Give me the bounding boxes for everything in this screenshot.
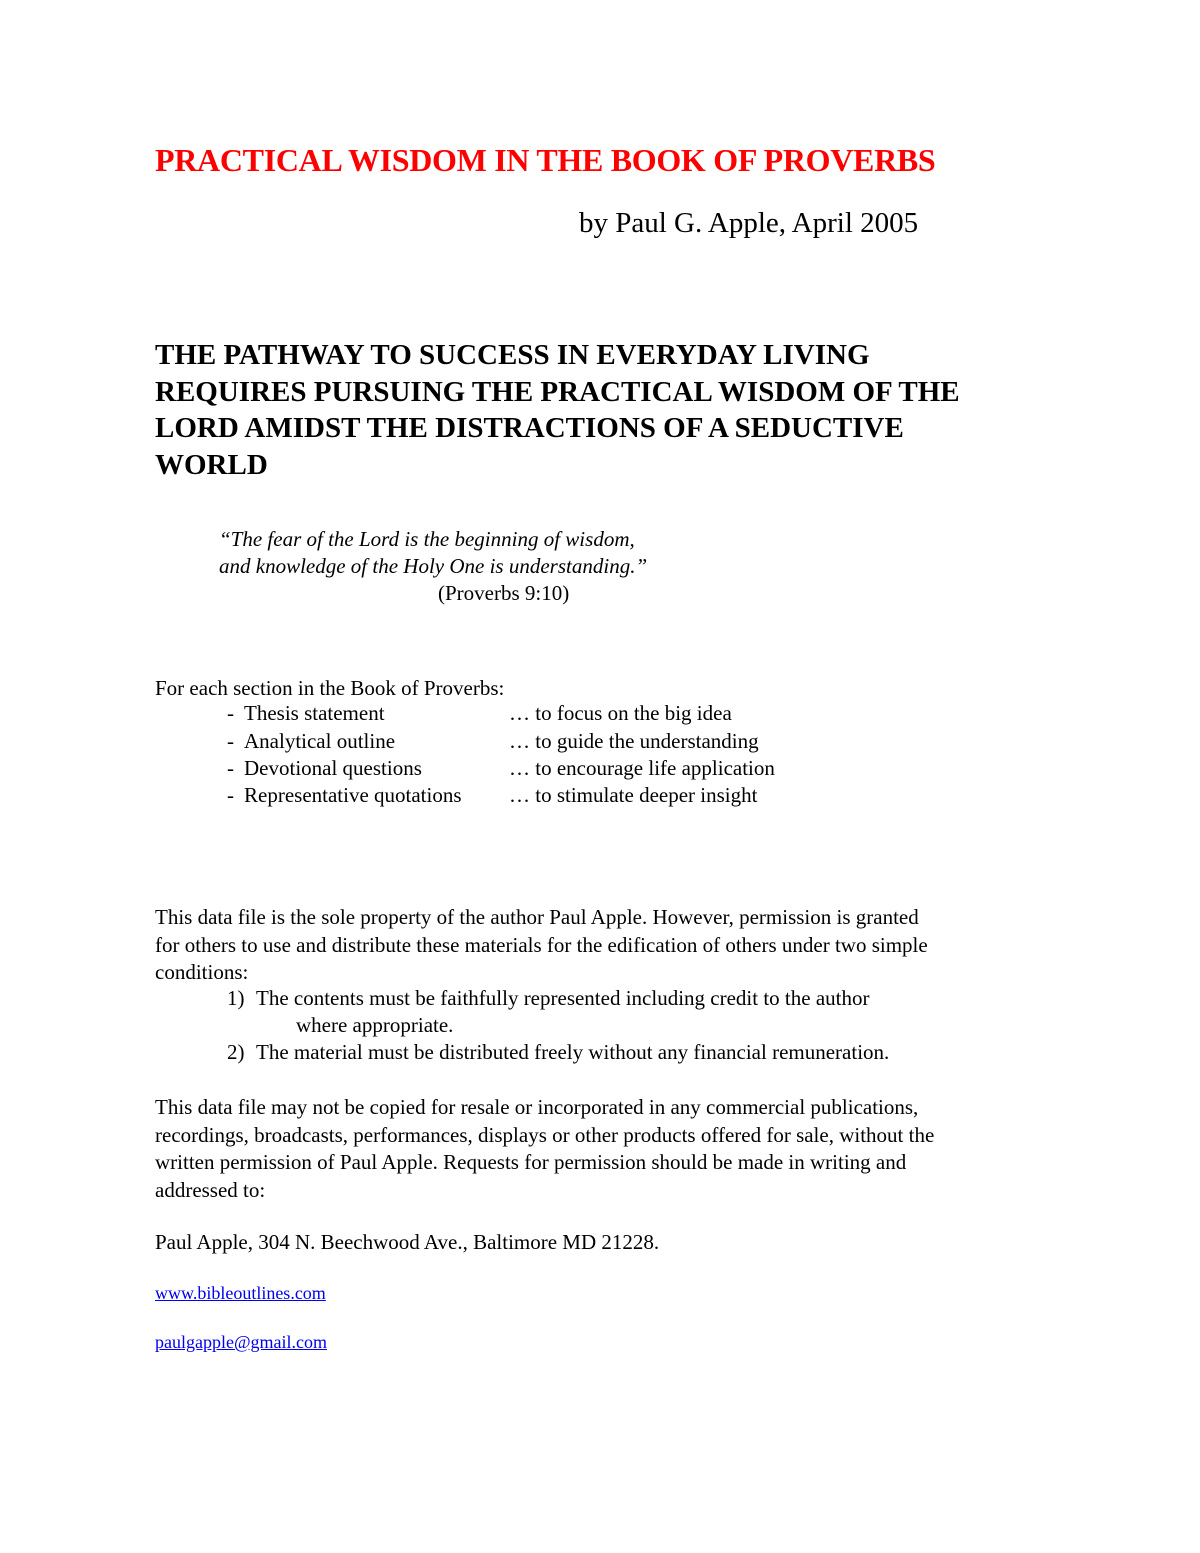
list-item-label: Devotional questions <box>244 756 422 780</box>
list-bullet: - <box>227 701 234 725</box>
email-link[interactable]: paulgapple@gmail.com <box>155 1332 328 1352</box>
list-item-label: Analytical outline <box>244 729 396 753</box>
sections-intro: For each section in the Book of Proverbs: <box>155 676 505 700</box>
email-link-container <box>155 1332 327 1353</box>
thesis-heading <box>155 337 1055 483</box>
condition-number: 1) <box>227 986 245 1010</box>
mailing-address: Paul Apple, 304 N. Beechwood Ave., Baltimore MD 21228. <box>155 1230 660 1254</box>
list-item-purpose: … to focus on the big idea <box>509 701 732 725</box>
thesis-line: THE PATHWAY TO SUCCESS IN EVERYDAY LIVING <box>155 339 870 371</box>
condition-text: The contents must be faithfully represented including credit to the author <box>256 986 870 1010</box>
paragraph-line: written permission of Paul Apple. Requests for permission should be made in writing and <box>155 1150 907 1174</box>
list-item-label: Representative quotations <box>244 783 462 807</box>
resale-paragraph <box>155 1094 934 1204</box>
condition-text: The material must be distributed freely without any financial remuneration. <box>256 1040 890 1064</box>
paragraph-line: This data file is the sole property of the author Paul Apple. However, permission is granted <box>155 905 919 929</box>
paragraph-line: addressed to: <box>155 1177 266 1202</box>
list-item-label: Thesis statement <box>244 701 385 725</box>
condition-item <box>227 986 870 1011</box>
list-item-purpose: … to stimulate deeper insight <box>509 783 758 807</box>
list-item-purpose: … to guide the understanding <box>509 729 759 753</box>
condition-number: 2) <box>227 1040 245 1064</box>
thesis-line: REQUIRES PURSUING THE PRACTICAL WISDOM OF THE <box>155 375 960 408</box>
author-byline: by Paul G. Apple, April 2005 <box>579 207 919 239</box>
thesis-line: LORD AMIDST THE DISTRACTIONS OF A SEDUCTIVE <box>155 412 904 444</box>
paragraph-line: recordings, broadcasts, performances, displays or other products offered for sale, without the <box>155 1122 935 1147</box>
document-title: PRACTICAL WISDOM IN THE BOOK OF PROVERBS <box>155 142 936 178</box>
list-bullet: - <box>227 783 234 807</box>
thesis-line: WORLD <box>155 448 268 481</box>
condition-continuation: where appropriate. <box>296 1013 454 1037</box>
verse-line-1: “The fear of the Lord is the beginning of wisdom, <box>219 527 635 551</box>
paragraph-line: conditions: <box>155 960 249 984</box>
copyright-paragraph <box>155 904 928 987</box>
website-link-container <box>155 1283 326 1304</box>
list-bullet: - <box>227 756 234 780</box>
list-bullet: - <box>227 729 234 753</box>
paragraph-line: for others to use and distribute these materials for the edification of others under two simple <box>155 932 928 957</box>
list-item-purpose: … to encourage life application <box>509 756 775 780</box>
verse-reference: (Proverbs 9:10) <box>438 581 570 605</box>
condition-item <box>227 1040 890 1065</box>
paragraph-line: This data file may not be copied for resale or incorporated in any commercial publications, <box>155 1095 919 1119</box>
verse-line-2: and knowledge of the Holy One is understanding.” <box>219 554 648 578</box>
website-link[interactable]: www.bibleoutlines.com <box>155 1283 326 1303</box>
